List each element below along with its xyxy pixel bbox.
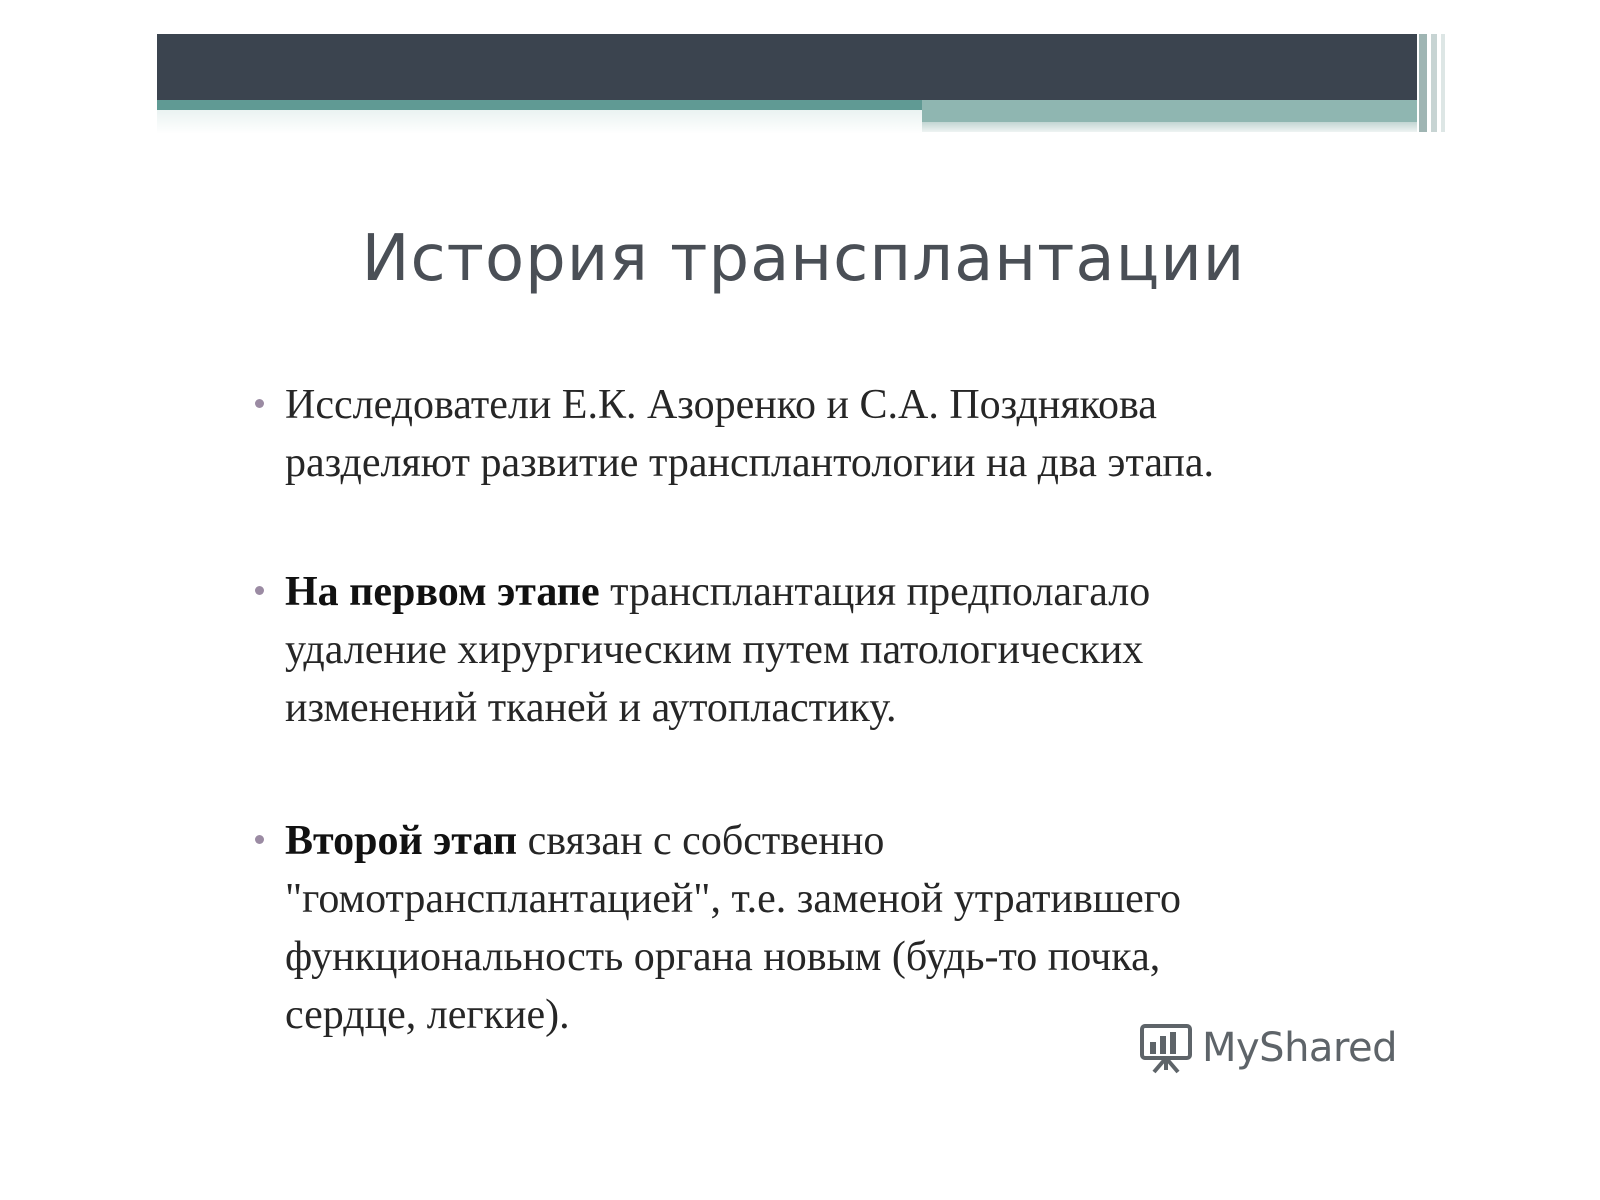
bullet-line: [285, 376, 1385, 434]
watermark-text: MyShared: [1202, 1025, 1398, 1071]
bullet-line-text: "гомотрансплантацией", т.е. заменой утратившего: [285, 876, 1181, 922]
bullet-item: [285, 812, 1385, 1044]
bullet-line: [285, 563, 1385, 621]
presentation-board-icon: [1138, 1022, 1194, 1074]
bullet-line-text: связан с собственно: [517, 818, 885, 864]
bullet-line-text: удаление хирургическим путем патологических: [285, 627, 1144, 673]
bullet-line-text: сердце, легкие).: [285, 992, 570, 1038]
bullet-line: [285, 928, 1385, 986]
bullet-line: [285, 621, 1385, 679]
header-band-edge: [1431, 34, 1437, 132]
header-band-dark: [157, 34, 1417, 100]
header-band-edge: [1419, 34, 1427, 132]
bullet-line-text: Исследователи Е.К. Азоренко и С.А. Позднякова: [285, 382, 1157, 428]
bullet-line-text: трансплантация предполагало: [599, 569, 1151, 615]
bullet-line: [285, 870, 1385, 928]
header-band-edge: [1441, 34, 1445, 132]
slide-title: История трансплантации: [361, 222, 1246, 296]
bullet-item: [285, 563, 1385, 737]
myshared-watermark: [1138, 1022, 1397, 1074]
bullet-line-text: функциональность органа новым (будь-то почка,: [285, 934, 1161, 980]
bullet-line-bold: Второй этап: [285, 818, 518, 864]
bullet-dot-icon: [255, 399, 264, 408]
bullet-line: [285, 434, 1385, 492]
bullet-dot-icon: [255, 586, 264, 595]
bullet-line-text: разделяют развитие трансплантологии на два этапа.: [285, 440, 1215, 486]
bullet-line: [285, 679, 1385, 737]
bullet-line: [285, 812, 1385, 870]
bullet-item: [285, 376, 1385, 492]
bullet-line-text: изменений тканей и аутопластику.: [285, 685, 897, 731]
bullet-dot-icon: [255, 835, 264, 844]
header-band: [157, 34, 1450, 132]
header-band-teal-right: [922, 100, 1417, 132]
header-band-teal-left: [157, 100, 922, 134]
bullet-line-bold: На первом этапе: [285, 569, 600, 615]
